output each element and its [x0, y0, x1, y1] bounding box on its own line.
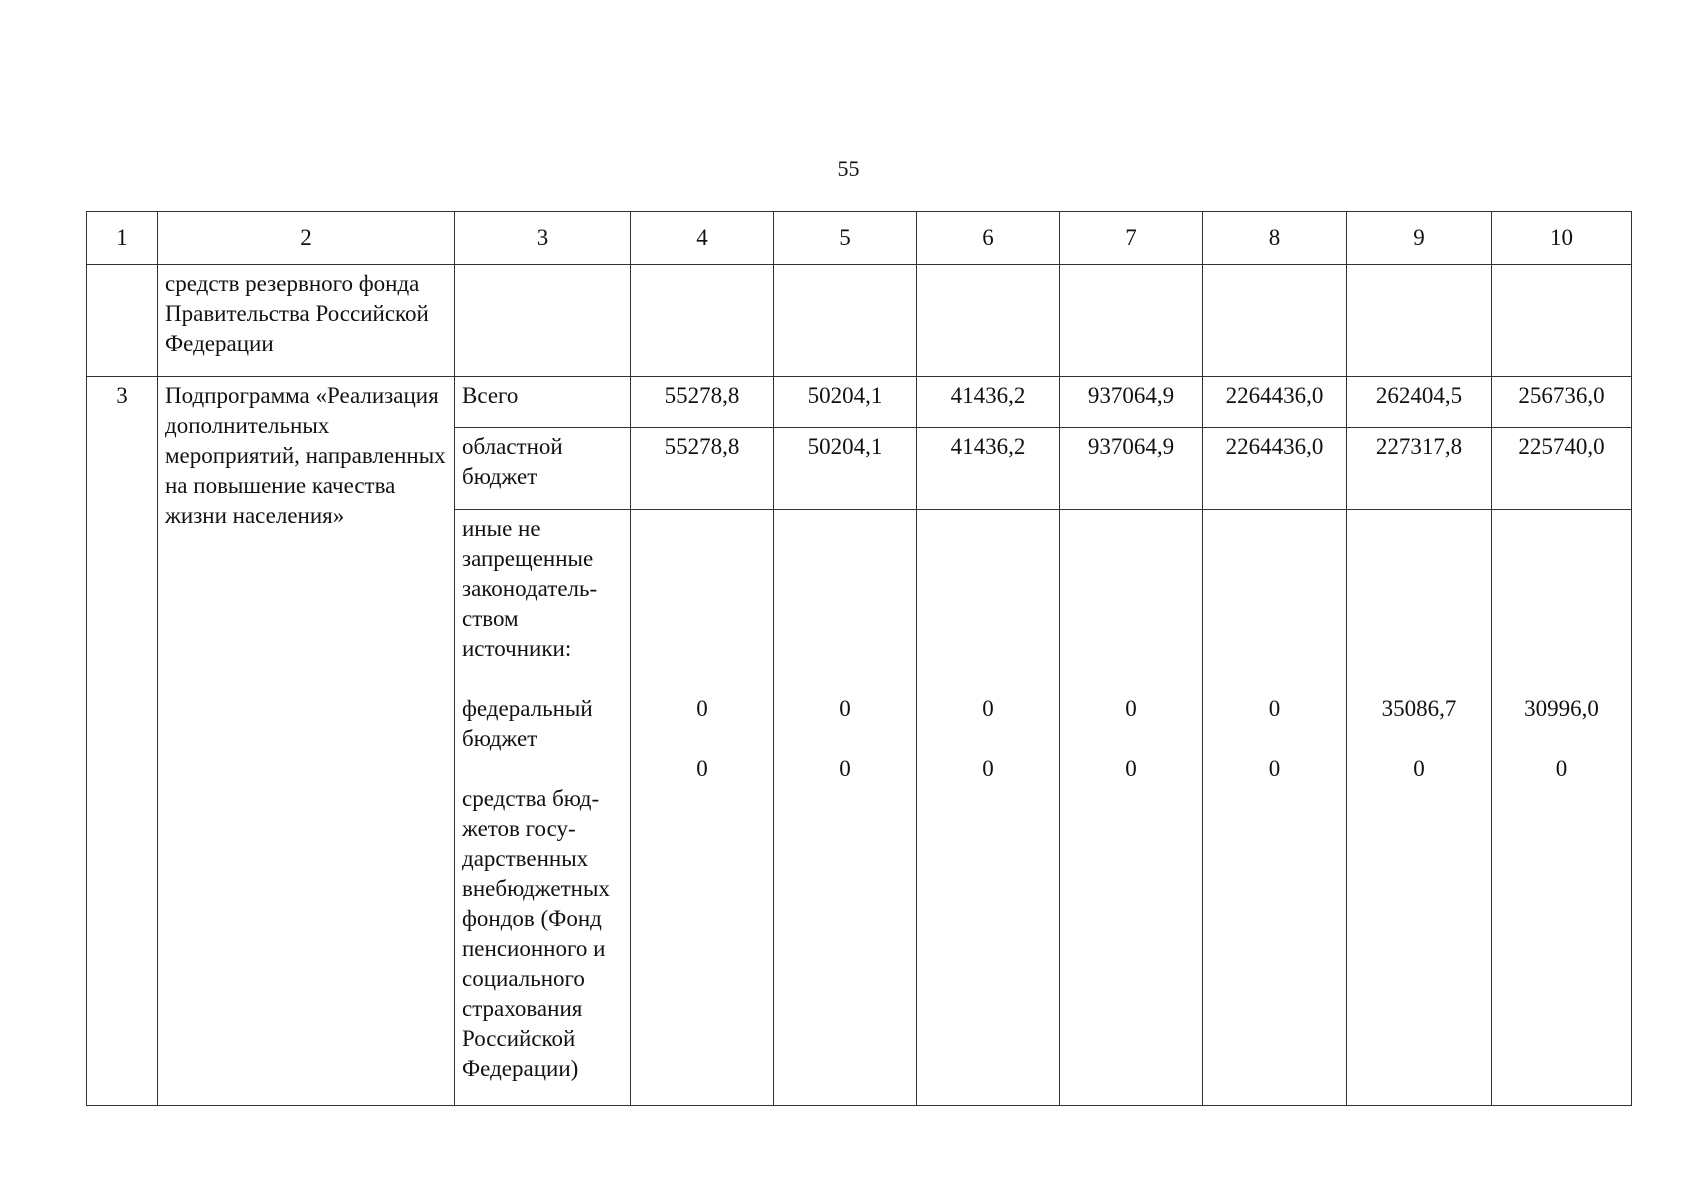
header-cell: 5 — [774, 212, 917, 265]
table-cell-empty — [774, 265, 917, 377]
regional-value: 2264436,0 — [1203, 428, 1347, 510]
federal-budget-label: федеральный бюджет — [462, 696, 593, 751]
total-value: 50204,1 — [774, 377, 917, 428]
page-number: 55 — [837, 156, 860, 181]
total-value: 262404,5 — [1347, 377, 1492, 428]
other-values-cell — [774, 510, 917, 1106]
table-cell-empty — [631, 265, 774, 377]
federal-value: 35086,7 — [1381, 696, 1457, 721]
table-cell-empty — [1060, 265, 1203, 377]
regional-value: 55278,8 — [631, 428, 774, 510]
total-value: 55278,8 — [631, 377, 774, 428]
federal-value: 0 — [982, 696, 994, 721]
other-sources-cell — [455, 510, 631, 1106]
federal-value: 0 — [1268, 696, 1281, 721]
table-cell-empty — [1492, 265, 1632, 377]
budget-table — [86, 211, 1632, 1106]
regional-value: 227317,8 — [1347, 428, 1492, 510]
other-values-cell — [1492, 510, 1632, 1106]
header-cell: 2 — [158, 212, 455, 265]
table-cell-empty — [455, 265, 631, 377]
row-number: 3 — [87, 377, 158, 1106]
extrabudget-value: 0 — [696, 756, 708, 781]
table-row-reserve-fund — [87, 265, 1632, 377]
other-values-cell — [917, 510, 1060, 1106]
table-header-row — [87, 212, 1632, 265]
regional-value: 225740,0 — [1492, 428, 1632, 510]
federal-value: 0 — [839, 696, 851, 721]
other-sources-label: иные не запрещенные законодатель-ством источники: — [462, 516, 598, 661]
federal-value: 0 — [1125, 696, 1137, 721]
extrabudget-value: 0 — [1555, 756, 1568, 781]
table-cell-empty — [917, 265, 1060, 377]
total-label: Всего — [455, 377, 631, 428]
total-value: 256736,0 — [1492, 377, 1632, 428]
extrabudget-value: 0 — [1125, 756, 1137, 781]
table-row-total — [87, 377, 1632, 428]
header-cell: 1 — [87, 212, 158, 265]
header-cell: 3 — [455, 212, 631, 265]
header-cell: 4 — [631, 212, 774, 265]
other-values-cell — [1060, 510, 1203, 1106]
other-values-cell — [1203, 510, 1347, 1106]
other-values-cell — [1347, 510, 1492, 1106]
extrabudget-funds-label: средства бюд-жетов госу-дарственных внебюджетных фондов (Фонд пенсионного и социального страхования Российской Федерации) — [462, 786, 610, 1081]
extrabudget-value: 0 — [1413, 756, 1425, 781]
header-cell: 7 — [1060, 212, 1203, 265]
table-cell-empty — [1203, 265, 1347, 377]
header-cell: 10 — [1492, 212, 1632, 265]
subprogram-name: Подпрограмма «Реализация дополнительных мероприятий, направленных на повышение качества жизни населения» — [158, 377, 455, 1106]
table-cell-empty — [1347, 265, 1492, 377]
total-value: 2264436,0 — [1203, 377, 1347, 428]
federal-value: 0 — [696, 696, 708, 721]
federal-value: 30996,0 — [1524, 696, 1599, 721]
total-value: 937064,9 — [1060, 377, 1203, 428]
header-cell: 6 — [917, 212, 1060, 265]
extrabudget-value: 0 — [982, 756, 994, 781]
other-values-cell — [631, 510, 774, 1106]
regional-value: 50204,1 — [774, 428, 917, 510]
reserve-fund-label: средств резервного фонда Правительства Российской Федерации — [158, 265, 455, 377]
regional-value: 937064,9 — [1060, 428, 1203, 510]
total-value: 41436,2 — [917, 377, 1060, 428]
regional-value: 41436,2 — [917, 428, 1060, 510]
regional-budget-label: областной бюджет — [455, 428, 631, 510]
extrabudget-value: 0 — [1268, 756, 1281, 781]
header-cell: 9 — [1347, 212, 1492, 265]
extrabudget-value: 0 — [839, 756, 851, 781]
header-cell: 8 — [1203, 212, 1347, 265]
table-cell-empty — [87, 265, 158, 377]
